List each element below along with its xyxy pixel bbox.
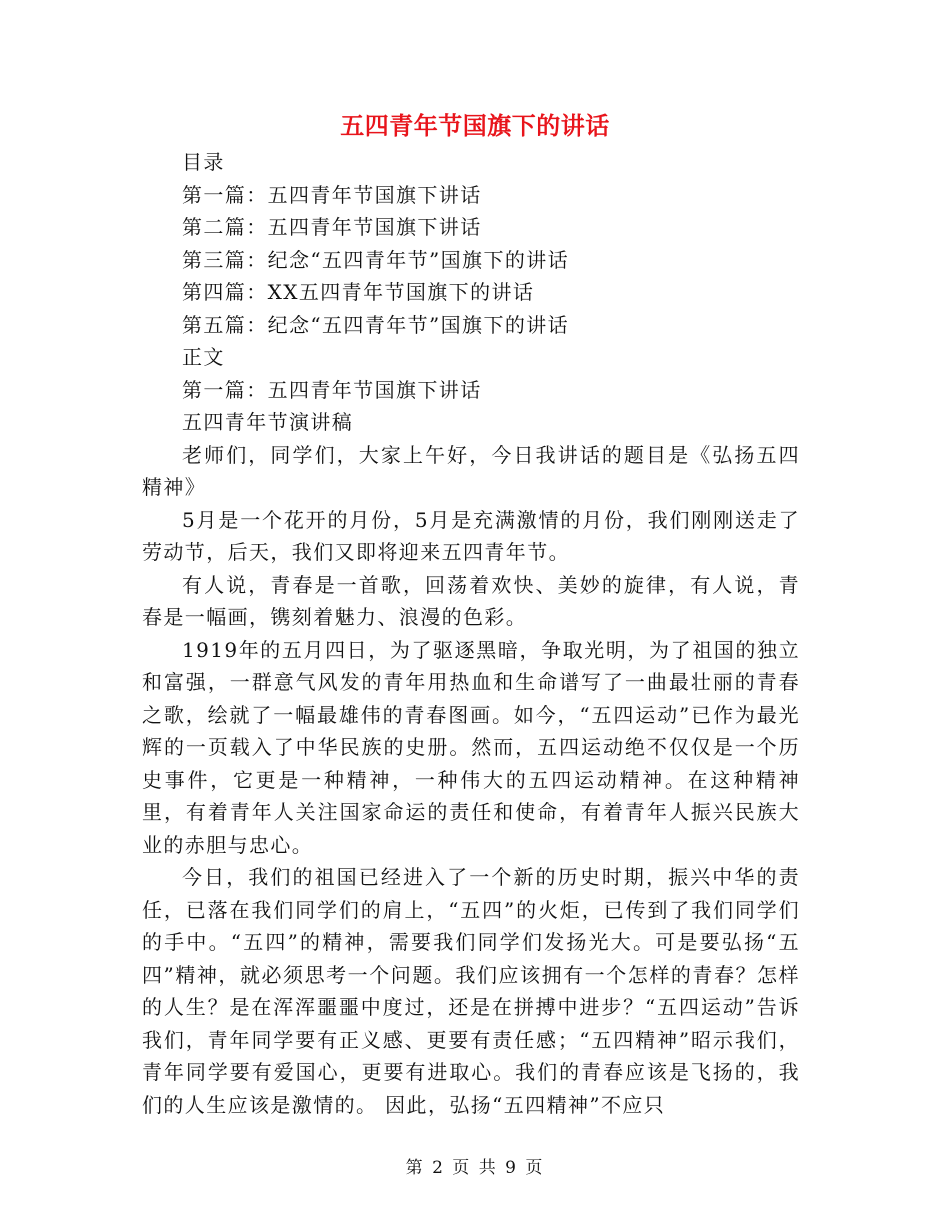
document-title: 五四青年节国旗下的讲话 xyxy=(340,111,610,140)
document-body xyxy=(142,146,800,1121)
speech-subtitle: 五四青年节演讲稿 xyxy=(182,410,354,434)
section-heading: 第一篇：五四青年节国旗下讲话 xyxy=(182,377,482,402)
body-paragraph: 1919年的五月四日，为了驱逐黑暗，争取光明，为了祖国的独立和富强，一群意气风发的青年用热血和生命谱写了一曲最壮丽的青春之歌，绘就了一幅最雄伟的青春图画。如今，“五四运动”已作为最光辉的一页载入了中华民族的史册。然而，五四运动绝不仅仅是一个历史事件，它更是一种精神，一种伟大的五四运动精神。在这种精神里，有着青年人关注国家命运的责任和使命，有着青年人振兴民族大业的赤胆与忠心。 xyxy=(142,637,800,857)
body-paragraph: 5月是一个花开的月份，5月是充满激情的月份，我们刚刚送走了劳动节，后天，我们又即将迎来五四青年节。 xyxy=(142,507,800,564)
toc-item: 第三篇：纪念“五四青年节”国旗下的讲话 xyxy=(182,247,570,272)
toc-item: 第一篇：五四青年节国旗下讲话 xyxy=(182,182,482,207)
toc-heading: 目录 xyxy=(182,150,225,174)
toc-item: 第二篇：五四青年节国旗下讲话 xyxy=(182,215,482,239)
page-number-footer: 第 2 页 共 9 页 xyxy=(405,1158,545,1178)
body-paragraph: 老师们，同学们，大家上午好，今日我讲话的题目是《弘扬五四精神》 xyxy=(142,442,800,499)
toc-item: 第四篇：XX五四青年节国旗下的讲话 xyxy=(182,280,535,304)
toc-item: 第五篇：纪念“五四青年节”国旗下的讲话 xyxy=(182,312,570,337)
body-paragraph: 今日，我们的祖国已经进入了一个新的历史时期，振兴中华的责任，已落在我们同学们的肩上，“五四”的火炬，已传到了我们同学们的手中。“五四”的精神，需要我们同学们发扬光大。可是要弘扬“五四”精神，就必须思考一个问题。我们应该拥有一个怎样的青春？怎样的人生？是在浑浑噩噩中度过，还是在拼搏中进步？“五四运动”告诉我们，青年同学要有正义感、更要有责任感；“五四精神”昭示我们，青年同学要有爱国心，更要有进取心。我们的青春应该是飞扬的，我们的人生应该是激情的。 因此，弘扬“五四精神”不应只 xyxy=(142,865,800,1117)
body-heading: 正文 xyxy=(182,345,225,369)
body-paragraph: 有人说，青春是一首歌，回荡着欢快、美妙的旋律，有人说，青春是一幅画，镌刻着魅力、浪漫的色彩。 xyxy=(142,572,800,629)
